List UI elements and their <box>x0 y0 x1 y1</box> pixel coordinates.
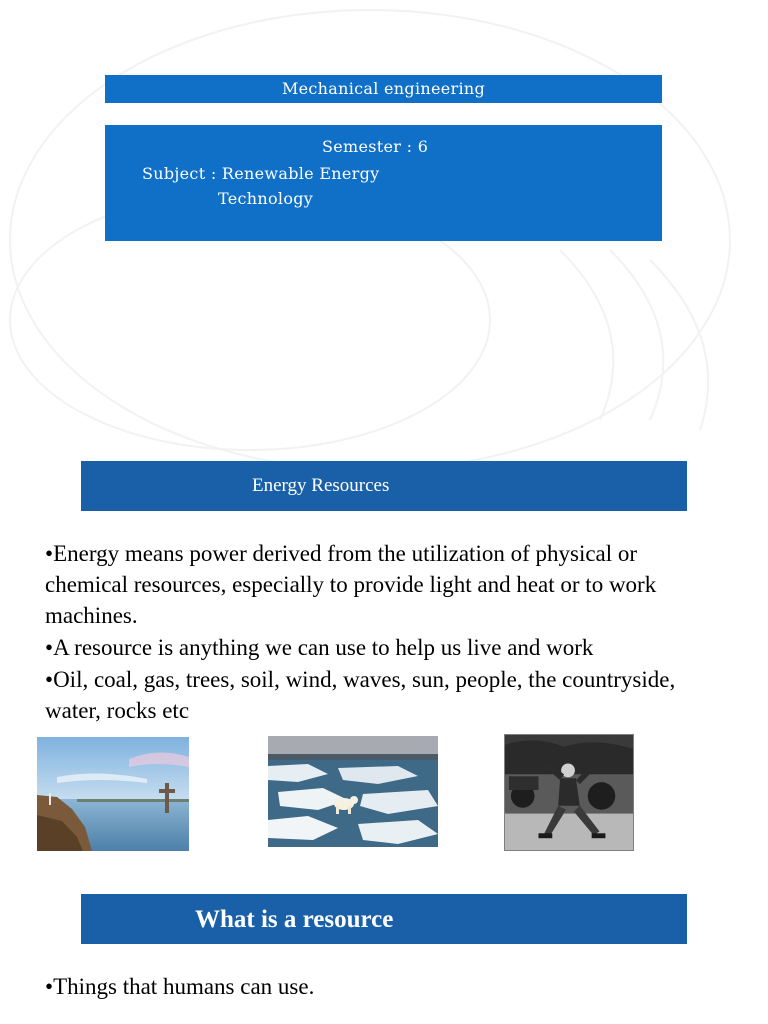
what-is-a-resource-banner <box>81 894 687 944</box>
department-banner <box>105 75 662 103</box>
energy-resources-banner <box>81 461 687 511</box>
energy-bullet-list <box>45 538 725 727</box>
department-title: Mechanical engineering <box>281 79 486 98</box>
bullet-item: • Oil, coal, gas, trees, soil, wind, waves, sun, people, the countryside, water, rocks etc <box>45 664 725 726</box>
course-info-banner <box>105 125 662 241</box>
bullet-item: • Energy means power derived from the utilization of physical or chemical resources, especially to provide light and heat or to work machines. <box>45 538 725 631</box>
bullet-item: • A resource is anything we can use to help us live and work <box>45 632 725 663</box>
polar-bear-ice-photo <box>268 736 438 847</box>
section-title: What is a resource <box>195 906 394 933</box>
semester-label: Semester : 6 <box>322 137 429 156</box>
coal-worker-photo <box>504 734 634 851</box>
bullet-item: • Things that humans can use. <box>45 971 725 1002</box>
lake-landscape-photo <box>37 737 189 851</box>
subject-label-continuation: Technology <box>218 189 314 208</box>
section-title: Energy Resources <box>252 475 390 496</box>
subject-label: Subject : Renewable Energy <box>142 164 380 183</box>
resource-bullet-list <box>45 971 725 1003</box>
